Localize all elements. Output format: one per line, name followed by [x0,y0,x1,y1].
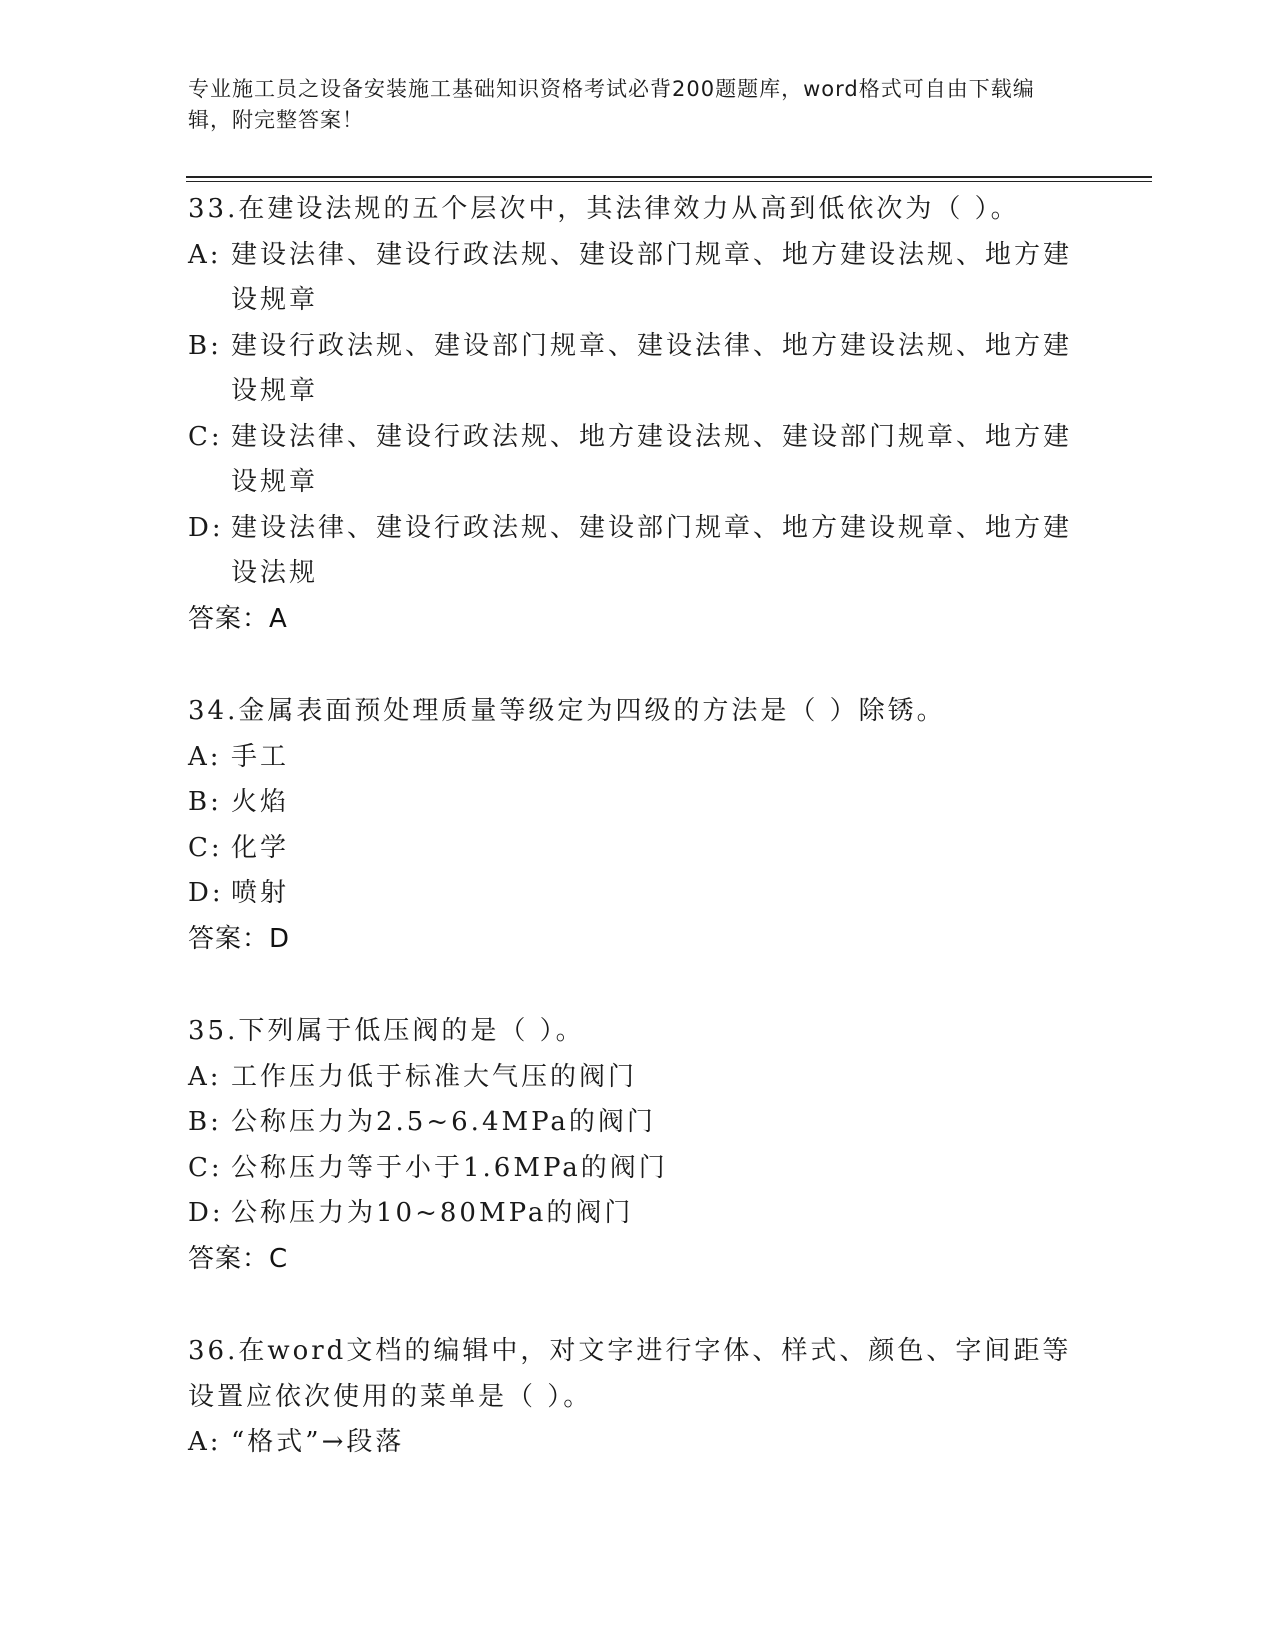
question-list [188,187,1088,1513]
option-c [188,1146,1088,1192]
answer-label: 答案：C [188,1243,289,1274]
option-c [188,826,1088,872]
option-letter: C: [188,832,223,863]
option-letter: C: [188,1152,223,1183]
option-a [188,1420,1088,1466]
option-b [188,324,1088,415]
option-letter: A: [188,741,222,772]
question-33 [188,187,1088,642]
question-35 [188,1009,1088,1282]
option-text: 建设行政法规、建设部门规章、建设法律、地方建设法规、地方建设规章 [231,330,1073,406]
option-a [188,233,1088,324]
option-letter: C: [188,421,223,452]
option-text: 建设法律、建设行政法规、地方建设法规、建设部门规章、地方建设规章 [231,421,1073,497]
option-text: 公称压力为2.5~6.4MPa的阀门 [231,1107,656,1137]
answer-label: 答案：D [188,923,291,954]
option-text: 喷射 [231,878,290,908]
option-text: 公称压力等于小于1.6MPa的阀门 [231,1152,668,1183]
option-text: 建设法律、建设行政法规、建设部门规章、地方建设法规、地方建设规章 [231,239,1073,315]
option-letter: A: [188,1061,222,1092]
option-text: 公称压力为10~80MPa的阀门 [231,1198,634,1228]
option-d [188,871,1088,917]
option-c [188,415,1088,506]
option-b [188,1100,1088,1146]
option-letter: B: [188,1107,222,1137]
option-letter: D: [188,512,224,543]
answer-label: 答案：A [188,603,288,634]
option-text: 手工 [231,741,290,772]
option-letter: A: [188,1427,222,1457]
option-text: 工作压力低于标准大气压的阀门 [231,1061,638,1092]
option-text: 建设法律、建设行政法规、建设部门规章、地方建设规章、地方建设法规 [231,512,1073,588]
option-letter: A: [188,239,222,270]
option-b [188,780,1088,826]
question-stem: 35.下列属于低压阀的是（ ）。 [188,1016,585,1046]
option-text: 火焰 [231,787,290,817]
option-a [188,1055,1088,1101]
question-stem: 36.在word文档的编辑中，对文字进行字体、样式、颜色、字间距等设置应依次使用的菜单是（ ）。 [188,1336,1072,1412]
option-text: 化学 [231,832,290,863]
question-stem: 33.在建设法规的五个层次中，其法律效力从高到低依次为（ ）。 [188,194,1020,224]
option-text: “格式”→段落 [231,1427,405,1457]
question-36 [188,1329,1088,1466]
option-letter: B: [188,787,222,817]
option-d [188,1191,1088,1237]
header-divider-thin [186,181,1152,182]
page-header: 专业施工员之设备安装施工基础知识资格考试必背200题题库，word格式可自由下载编辑，附完整答案！ [188,77,1035,132]
option-letter: D: [188,1198,224,1228]
question-34 [188,689,1088,962]
option-a [188,735,1088,781]
option-d [188,506,1088,597]
option-letter: B: [188,330,222,361]
question-stem: 34.金属表面预处理质量等级定为四级的方法是（ ）除锈。 [188,696,946,726]
option-letter: D: [188,878,224,908]
header-divider-thick [186,176,1152,178]
